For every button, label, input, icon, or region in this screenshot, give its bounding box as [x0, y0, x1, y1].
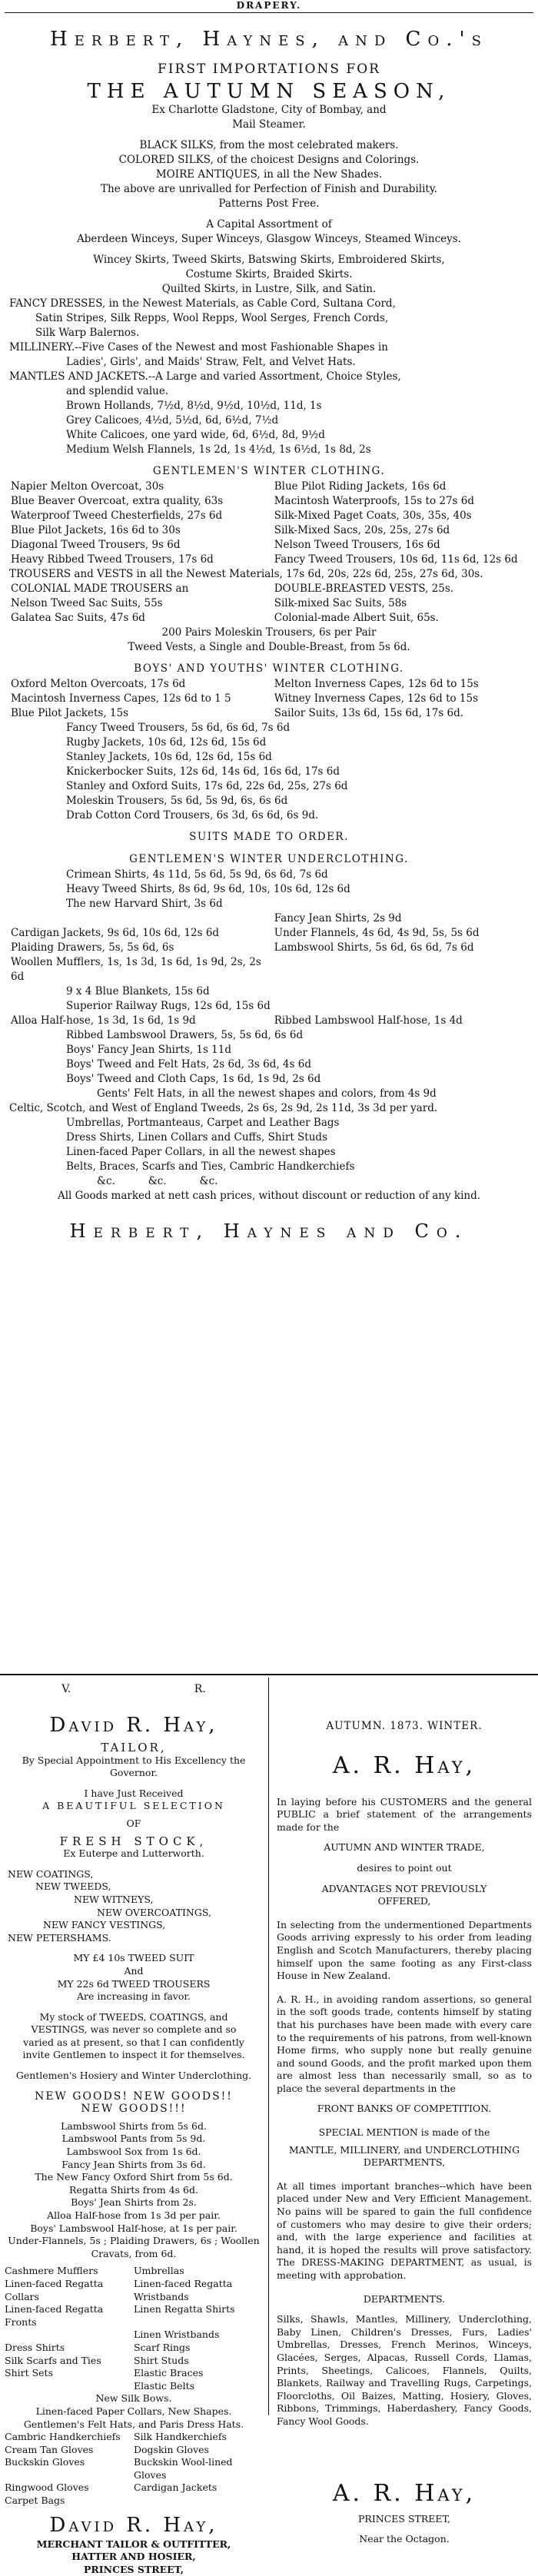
ad1-boys-row [5, 677, 533, 692]
ad3-name: A. R. Hay, [332, 1751, 477, 1779]
ad1-under-item: Umbrellas, Portmanteaus, Carpet and Leather Bags [66, 1117, 340, 1129]
ad1-boys-item: Fancy Tweed Trousers, 5s 6d, 6s 6d, 7s 6d [66, 722, 291, 734]
ad1-under-item: &c. &c. &c. [97, 1175, 218, 1187]
ad2-tailor: TAILOR, [101, 1741, 167, 1754]
ad1-under-row [5, 955, 533, 984]
ad3-intro: In laying before his CUSTOMERS and the general PUBLIC a brief statement of the arrangements made for the [277, 1795, 532, 1833]
grid-cell: Linen Wristbands [134, 2329, 220, 2341]
grid-cell: Umbrellas [134, 2265, 184, 2277]
ad1-title: Herbert, Haynes, and Co.'s [50, 28, 488, 51]
row-left: Nelson Tweed Sac Suits, 55s [11, 597, 163, 609]
ad1-skirts-line: Brown Hollands, 7½d, 8½d, 9½d, 10½d, 11d, 1s [66, 400, 322, 412]
ad1-skirts-line: Medium Welsh Flannels, 1s 2d, 1s 4½d, 1s 6½d, 1s 8d, 2s [66, 443, 371, 456]
ad1-winceys-line: A Capital Assortment of [206, 218, 332, 231]
ad1-boys-item: Rugby Jackets, 10s 6d, 12s 6d, 15s 6d [66, 736, 267, 749]
ad1-intro-line: The above are unrivalled for Perfection of Finish and Durability. [101, 183, 437, 195]
ad1-trousers-vests: TROUSERS and VESTS in all the Newest Materials, 17s 6d, 20s, 22s 6d, 25s, 27s 6d, 30s. [9, 568, 483, 580]
ad1-winter-row [5, 538, 533, 553]
row-right: Under Flannels, 4s 6d, 4s 9d, 5s, 5s 6d [274, 927, 480, 939]
ad1-winter-row [5, 509, 533, 523]
ad2-accessories-grid [5, 2265, 263, 2392]
row-left: COLONIAL MADE TROUSERS an [11, 583, 189, 595]
ad2-goods-item: Lambswool Pants from 5s 9d. [61, 2133, 206, 2145]
ad2-footer-line: PRINCES STREET, [84, 2563, 184, 2575]
section-header: DRAPERY. [236, 0, 302, 11]
ad1-winter-row [5, 523, 533, 538]
grid-cell [5, 2380, 134, 2393]
ad2-footer-line: MERCHANT TAILOR & OUTFITTER, [36, 2538, 231, 2550]
grid-cell: Linen-faced Regatta Collars [5, 2277, 104, 2302]
ad1-under-item: Heavy Tweed Shirts, 8s 6d, 9s 6d, 10s, 10s 6d, 12s 6d [66, 883, 350, 895]
grid-cell: Shirt Studs [134, 2354, 189, 2366]
ad1-intro-line: BLACK SILKS, from the most celebrated makers. [139, 139, 399, 151]
ad2-silk-bows: New Silk Bows. [95, 2392, 172, 2405]
ad1-boys-item: Stanley Jackets, 10s 6d, 12s 6d, 15s 6d [66, 751, 272, 763]
ad2-hosiery: Gentlemen's Hosiery and Winter Underclothing. [15, 2070, 252, 2082]
ad1-under-item: Boys' Fancy Jean Shirts, 1s 11d [66, 1044, 231, 1056]
ad1-under-item: Superior Railway Rugs, 12s 6d, 15s 6d [66, 1000, 271, 1012]
ad1-ship-line: Ex Charlotte Gladstone, City of Bombay, and [151, 104, 387, 116]
ad1-boys-item: Moleskin Trousers, 5s 6d, 5s 9d, 6s, 6s 6d [66, 795, 288, 807]
row-right: Melton Inverness Capes, 12s 6d to 15s [274, 678, 479, 690]
ad3-trade: AUTUMN AND WINTER TRADE, [324, 1841, 485, 1854]
row-right: Silk-mixed Sac Suits, 58s [274, 597, 407, 609]
royal-cipher [0, 1683, 267, 1695]
ad2-fresh-stock: FRESH STOCK, [59, 1834, 208, 1848]
ad1-skirts-line: Silk Warp Balernos. [35, 327, 140, 339]
ad1-skirts-line: and splendid value. [66, 385, 169, 397]
ad2-received: I have Just Received [84, 1787, 184, 1799]
ad1-footer-name: Herbert, Haynes and Co. [69, 1220, 469, 1242]
column-divider [268, 1678, 269, 2415]
ad2-stock-text: My stock of TWEEDS, COATINGS, and VESTINGS, was never so complete and so varied as at present, so that I can confidently invite Gentlemen to inspect it for themselves. [22, 2010, 245, 2061]
row-right: Fancy Tweed Trousers, 10s 6d, 11s 6d, 12s 6d [274, 553, 518, 566]
ad1-winter-row [5, 480, 533, 494]
ad1-boys-item: Drab Cotton Cord Trousers, 6s 3d, 6s 6d, 6s 9d. [66, 809, 319, 822]
ad2-goods-item: Boys' Jean Shirts from 2s. [71, 2196, 197, 2209]
grid-cell: Linen Regatta Shirts [134, 2303, 235, 2315]
ad1-intro-line: MOIRE ANTIQUES, in all the New Shades. [155, 168, 383, 181]
grid-cell: Cambric Handkerchiefs [5, 2431, 121, 2443]
ad1-skirts-line: Ladies', Girls', and Maids' Straw, Felt, and Velvet Hats. [66, 356, 356, 368]
row-right: Blue Pilot Riding Jackets, 16s 6d [274, 480, 447, 493]
ad1-under-row [5, 911, 533, 926]
ad1-winceys-line: Aberdeen Winceys, Super Winceys, Glasgow Winceys, Steamed Winceys. [77, 233, 461, 245]
ad2-goods-item: Alloa Half-hose from 1s 3d per pair. [47, 2209, 221, 2221]
ad1-under-item: Boys' Tweed and Felt Hats, 2s 6d, 3s 6d, 4s 6d [66, 1058, 311, 1071]
ad2-goods-item: Regatta Shirts from 4s 6d. [69, 2183, 198, 2196]
ad1-skirts-line: Quilted Skirts, in Lustre, Silk, and Satin. [161, 283, 377, 295]
grid-cell: Dogskin Gloves [134, 2443, 209, 2455]
ad2-paper-collars: Linen-faced Paper Collars, New Shapes. [35, 2405, 232, 2417]
row-right: Nelson Tweed Trousers, 16s 6d [274, 539, 440, 551]
ad1-skirts-line: FANCY DRESSES, in the Newest Materials, as Cable Cord, Sultana Cord, [9, 297, 396, 310]
ad1-colonial-item [5, 596, 533, 611]
ad1-under-item: Dress Shirts, Linen Collars and Cuffs, Shirt Studs [66, 1131, 327, 1144]
row-left: Blue Beaver Overcoat, extra quality, 63s [11, 495, 224, 507]
ad1-skirts-line: MANTLES AND JACKETS.--A Large and varied Assortment, Choice Styles, [9, 370, 401, 383]
ad1-gentlemen-winter-heading: GENTLEMEN'S WINTER CLOTHING. [152, 465, 386, 477]
ad1-boys-item: Stanley and Oxford Suits, 17s 6d, 22s 6d, 25s, 27s 6d [66, 780, 348, 792]
ad2-footer-name: David R. Hay, [49, 2513, 218, 2537]
ad1-boys-item: Knickerbocker Suits, 12s 6d, 14s 6d, 16s 6d, 17s 6d [66, 765, 340, 778]
header-rule [5, 12, 533, 13]
ad2-goods-item: Fancy Jean Shirts from 3s 6d. [61, 2158, 206, 2170]
row-left: Blue Pilot Jackets, 15s [11, 707, 129, 719]
ad2-new-item: NEW OVERCOATINGS, [97, 1906, 211, 1918]
ad1-skirts-line: Grey Calicoes, 4½d, 5½d, 6d, 6½d, 7½d [66, 414, 279, 427]
ad3-desires: desires to point out [357, 1861, 452, 1874]
ad1-under-row [5, 926, 533, 941]
grid-cell: Ringwood Gloves [5, 2481, 89, 2494]
grid-cell [134, 2495, 263, 2508]
ad2-felt-hats: Gentlemen's Felt Hats, and Paris Dress Hats. [23, 2418, 244, 2430]
ad1-under-item: Boys' Tweed and Cloth Caps, 1s 6d, 1s 9d, 2s 6d [66, 1073, 321, 1085]
ad1-ship-line: Mail Steamer. [232, 118, 306, 131]
row-right: Sailor Suits, 13s 6d, 15s 6d, 17s 6d. [274, 707, 464, 719]
row-left: Oxford Melton Overcoats, 17s 6d [11, 678, 186, 690]
row-right: Lambswool Shirts, 5s 6d, 6s 6d, 7s 6d [274, 941, 474, 954]
row-right: Silk-Mixed Paget Coats, 30s, 35s, 40s [274, 510, 472, 522]
ad1-under-item: Gents' Felt Hats, in all the newest shapes and colors, from 4s 9d [97, 1087, 437, 1100]
ad1-colonial-item [5, 611, 533, 626]
row-right: Macintosh Waterproofs, 15s to 27s 6d [274, 495, 474, 507]
grid-cell: Buckskin Gloves [5, 2456, 85, 2468]
ad1-under-item: Linen-faced Paper Collars, in all the newest shapes [66, 1146, 336, 1158]
ad1-boys-row [5, 706, 533, 721]
ad3-paragraph: In selecting from the undermentioned Departments Goods arriving expressly to his order from leading English and Scotch Manufacturers, thereby placing himself upon the same footing as any First-class House in New Zealand. [277, 1918, 532, 1982]
ad1-intro-line: Patterns Post Free. [218, 198, 320, 210]
ad2-increasing: Are increasing in favor. [77, 1990, 191, 2003]
ad3-paragraph: Silks, Shawls, Mantles, Millinery, Underclothing, Baby Linen, Children's Dresses, Furs, Ladies' Umbrellas, Dresses, French Merinos, Winceys, Glacées, Serges, Alpacas, Russell Cords, Llamas, Prints, Sheetings, Calicoes, Flannels, Quilts, Blankets, Railway and Travelling Rugs, Carpetings, Floorcloths, Oil Baizes, Matting, Hosiery, Gloves, Ribbons, Trimmings, Haberdashery, Fancy Goods, Fancy Wool Goods. [277, 2313, 532, 2427]
grid-cell: Linen-faced Regatta Fronts [5, 2303, 104, 2328]
row-left: Alloa Half-hose, 1s 3d, 1s 6d, 1s 9d [11, 1014, 196, 1027]
ad2-new-item: NEW WITNEYS, [74, 1893, 154, 1905]
ad3-paragraph: At all times important branches--which have been placed under New and Very Efficient Management. No pains will be spared to gain the full confidence of customers who may desire to give their orders; and, with the large experience and facilities at hand, it is hoped the results will prove satisfactory. The DRESS-MAKING DEPARTMENT, as usual, is meeting with approbation. [277, 2179, 532, 2281]
ad1-terms: All Goods marked at nett cash prices, without discount or reduction of any kind. [57, 1190, 481, 1202]
ad1-colonial-row [5, 582, 533, 596]
row-left: Heavy Ribbed Tweed Trousers, 17s 6d [11, 553, 214, 566]
row-right: Ribbed Lambswool Half-hose, 1s 4d [274, 1014, 463, 1027]
ad2-new-goods-2: NEW GOODS!!! [81, 2103, 187, 2116]
ad3-footer-octagon: Near the Octagon. [359, 2533, 450, 2545]
grid-cell: Cardigan Jackets [134, 2481, 218, 2494]
ad1-moleskin-line: 200 Pairs Moleskin Trousers, 6s per Pair [161, 626, 377, 639]
david-hay-advertisement [5, 1700, 263, 2576]
row-right: Fancy Jean Shirts, 2s 9d [274, 912, 402, 925]
ad2-ex: Ex Euterpe and Lutterworth. [63, 1847, 204, 1860]
row-right: Witney Inverness Capes, 12s 6d to 15s [274, 692, 479, 705]
ad2-of: OF [126, 1817, 141, 1829]
ad2-new-item: NEW PETERSHAMS. [8, 1931, 111, 1944]
ad2-goods-item: Boys' Lambswool Half-hose, at 1s per pair. [30, 2222, 237, 2234]
grid-cell: Elastic Belts [134, 2379, 195, 2392]
ad1-skirts-line: MILLINERY.--Five Cases of the Newest and most Fashionable Shapes in [9, 341, 388, 354]
ad1-skirts-line: Costume Skirts, Braided Skirts. [185, 268, 353, 281]
ad1-intro-line: COLORED SILKS, of the choicest Designs and Colorings. [118, 154, 420, 166]
row-left: Napier Melton Overcoat, 30s [11, 480, 164, 493]
ad1-first-importations: FIRST IMPORTATIONS FOR [158, 61, 380, 77]
ad1-skirts-line: Satin Stripes, Silk Repps, Wool Repps, Wool Serges, French Cords, [35, 312, 389, 324]
ad3-departments: DEPARTMENTS. [363, 2292, 446, 2305]
ad2-new-item: NEW FANCY VESTINGS, [43, 1919, 166, 1931]
ad2-gloves-grid [5, 2431, 263, 2508]
row-right [274, 955, 527, 984]
ad1-boys-heading: BOYS' AND YOUTHS' WINTER CLOTHING. [134, 662, 404, 675]
row-right: Colonial-made Albert Suit, 65s. [274, 612, 439, 624]
row-left: Waterproof Tweed Chesterfields, 27s 6d [11, 510, 223, 522]
ad2-goods-item: Lambswool Sox from 1s 6d. [66, 2146, 201, 2158]
row-right: Silk-Mixed Sacs, 20s, 25s, 27s 6d [274, 524, 450, 536]
ad1-under-item: Crimean Shirts, 4s 11d, 5s 6d, 5s 9d, 6s 6d, 7s 6d [66, 868, 328, 881]
row-left: Macintosh Inverness Capes, 12s 6d to 1 5 [11, 692, 231, 705]
grid-cell: Scarf Rings [134, 2341, 191, 2353]
ad3-special: SPECIAL MENTION is made of the [318, 2126, 490, 2139]
row-right: DOUBLE-BREASTED VESTS, 25s. [274, 583, 454, 595]
ad1-under-row [5, 941, 533, 955]
row-left: Blue Pilot Jackets, 16s 6d to 30s [11, 524, 181, 536]
ad1-underclothing-heading: GENTLEMEN'S WINTER UNDERCLOTHING. [129, 853, 409, 865]
ad2-footer-line: HATTER AND HOSIER, [71, 2551, 196, 2563]
ad2-beautiful: A BEAUTIFUL SELECTION [42, 1800, 225, 1812]
ad2-flannels: Under-Flannels, 5s ; Plaiding Drawers, 6s ; Woollen Cravats, from 6d. [8, 2235, 260, 2259]
ad1-alloa-row [5, 1014, 533, 1028]
ad2-suit1: MY £4 10s TWEED SUIT [73, 1952, 194, 1964]
ad1-under-item: Belts, Braces, Scarfs and Ties, Cambric Handkerchiefs [66, 1160, 355, 1173]
ad1-skirts-line: White Calicoes, one yard wide, 6d, 6½d, 8d, 9½d [66, 429, 325, 441]
ad1-skirts-line: Wincey Skirts, Tweed Skirts, Batswing Skirts, Embroidered Skirts, [93, 254, 445, 266]
ad2-goods-item: The New Fancy Oxford Shirt from 5s 6d. [35, 2171, 233, 2183]
ad1-boys-row [5, 692, 533, 706]
row-left: Diagonal Tweed Trousers, 9s 6d [11, 539, 181, 551]
ad3-front-banks: FRONT BANKS OF COMPETITION. [317, 2103, 492, 2115]
ar-hay-advertisement [277, 1700, 532, 2546]
ad2-new-item: NEW TWEEDS, [35, 1881, 111, 1893]
ad1-under-item: The new Harvard Shirt, 3s 6d [66, 898, 223, 910]
ad2-suit2: MY 22s 6d TWEED TROUSERS [57, 1977, 211, 1990]
grid-cell: Carpet Bags [5, 2495, 65, 2507]
cipher-v: V. [61, 1683, 71, 1695]
cipher-r: R. [194, 1683, 206, 1695]
grid-cell: Linen-faced Regatta Wristbands [134, 2277, 233, 2302]
ad3-mantle: MANTLE, MILLINERY, and UNDERCLOTHING DEPARTMENTS, [288, 2143, 520, 2169]
row-left [11, 911, 264, 926]
ad1-suits-to-order: SUITS MADE TO ORDER. [189, 831, 349, 843]
ad-divider [0, 1674, 538, 1675]
grid-cell: Elastic Braces [134, 2367, 204, 2379]
grid-cell: Silk Scarfs and Ties [5, 2354, 101, 2366]
ad2-appointment: By Special Appointment to His Excellency the Governor. [22, 1754, 246, 1779]
ad1-moleskin-line: Tweed Vests, a Single and Double-Breast, from 5s 6d. [128, 641, 410, 653]
grid-cell: Buckskin Wool-lined Gloves [134, 2456, 233, 2481]
ad1-under-item: Celtic, Scotch, and West of England Tweeds, 2s 6s, 2s 9d, 2s 11d, 3s 3d per yard. [9, 1102, 438, 1114]
ad1-under-item: Ribbed Lambswool Drawers, 5s, 5s 6d, 6s 6d [66, 1029, 304, 1041]
ad1-winter-row [5, 494, 533, 509]
ad3-footer-street: PRINCES STREET, [358, 2512, 450, 2525]
ad2-new-goods-1: NEW GOODS! NEW GOODS!! [35, 2090, 233, 2103]
ad3-season: AUTUMN. 1873. WINTER. [326, 1720, 483, 1732]
ad2-goods-item: Lambswool Shirts from 5s 6d. [61, 2120, 207, 2132]
grid-cell: Cream Tan Gloves [5, 2443, 94, 2455]
ad2-and: And [124, 1964, 144, 1977]
ad3-advantages: ADVANTAGES NOT PREVIOUSLY OFFERED, [321, 1882, 487, 1907]
grid-cell: Silk Handkerchiefs [134, 2431, 227, 2443]
grid-cell: Cashmere Mufflers [5, 2265, 98, 2277]
ad1-winter-row [5, 553, 533, 567]
herbert-haynes-advertisement [5, 14, 533, 1670]
row-left: Woollen Mufflers, 1s, 1s 3d, 1s 6d, 1s 9d, 2s, 2s 6d [11, 956, 261, 983]
grid-cell: Dress Shirts [5, 2341, 65, 2353]
ad3-paragraph: A. R. H., in avoiding random assertions, so general in the soft goods trade, contents himself by stating that his purchases have been made with every care to the requirements of his patrons, from well-known Home firms, who supply none but really genuine and sound Goods, and the profit marked upon them are almost less than necessarily small, so as to place the several departments in the [277, 1993, 532, 2094]
ad2-new-item: NEW COATINGS, [8, 1867, 94, 1880]
ad1-under-item: 9 x 4 Blue Blankets, 15s 6d [66, 985, 210, 998]
ad2-name: David R. Hay, [49, 1714, 218, 1737]
ad3-footer-name: A. R. Hay, [332, 2479, 477, 2507]
row-left: Plaiding Drawers, 5s, 5s 6d, 6s [11, 941, 174, 954]
row-left: Galatea Sac Suits, 47s 6d [11, 612, 145, 624]
grid-cell: Shirt Sets [5, 2367, 53, 2379]
grid-cell [5, 2329, 134, 2342]
row-left: Cardigan Jackets, 9s 6d, 10s 6d, 12s 6d [11, 927, 220, 939]
ad1-season: THE AUTUMN SEASON, [87, 80, 451, 103]
